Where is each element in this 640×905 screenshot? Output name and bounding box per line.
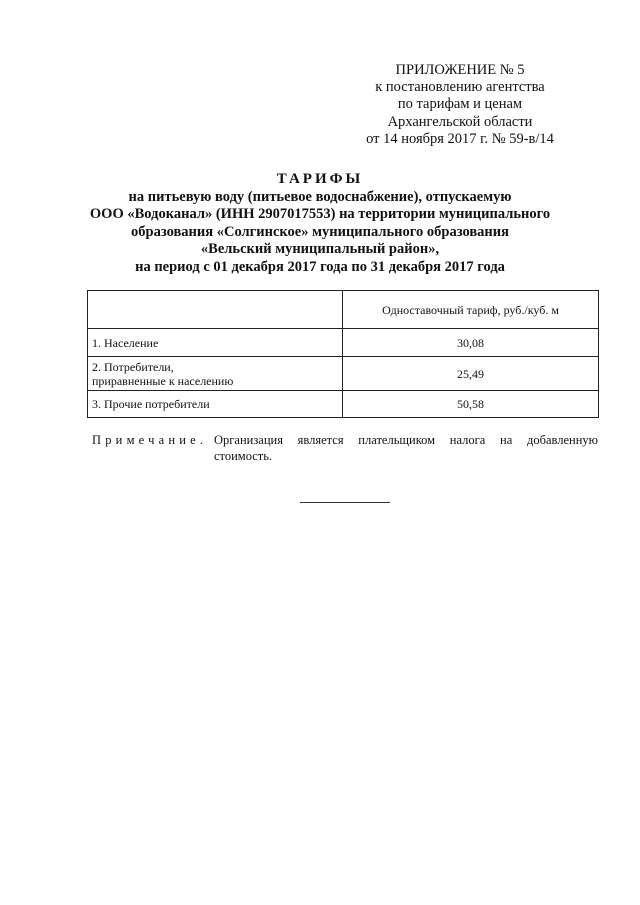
note-text: Организация является плательщиком налога на добавленную стоимость. (214, 433, 598, 463)
appendix-line: по тарифам и ценам (397, 96, 523, 113)
category-line: приравненные к населению (92, 373, 234, 388)
appendix-header (330, 62, 590, 148)
table-header-cell: Одноставочный тариф, руб./куб. м (343, 291, 599, 329)
document-title (0, 169, 640, 276)
table-row (88, 391, 599, 418)
appendix-line: от 14 ноября 2017 г. № 59-в/14 (366, 130, 554, 147)
tariff-cell: 30,08 (343, 329, 599, 357)
title-line: ООО «Водоканал» (ИНН 2907017553) на территории муниципального (89, 206, 551, 223)
table-row (88, 329, 599, 357)
appendix-line: к постановлению агентства (375, 79, 545, 96)
note-label: Примечание. (92, 433, 208, 447)
category-line: 2. Потребители, (92, 359, 174, 374)
title-line: образования «Солгинское» муниципального образования (131, 223, 509, 240)
tariff-cell: 25,49 (343, 357, 599, 391)
table-header-cell (88, 291, 343, 329)
category-cell (88, 357, 343, 391)
category-cell: 3. Прочие потребители (88, 391, 343, 418)
appendix-line: Архангельской области (387, 113, 533, 130)
category-cell: 1. Население (88, 329, 343, 357)
title-line: на питьевую воду (питьевое водоснабжение), отпускаемую (128, 189, 512, 205)
tariff-table (87, 290, 599, 418)
title-line: «Вельский муниципальный район», (200, 241, 440, 258)
title-main: ТАРИФЫ (276, 171, 364, 187)
title-line: на период с 01 декабря 2017 года по 31 декабря 2017 года (135, 258, 505, 275)
table-header-row (88, 291, 599, 329)
end-divider (300, 502, 390, 503)
table-row (88, 357, 599, 391)
appendix-line: ПРИЛОЖЕНИЕ № 5 (395, 62, 525, 78)
tariff-cell: 50,58 (343, 391, 599, 418)
